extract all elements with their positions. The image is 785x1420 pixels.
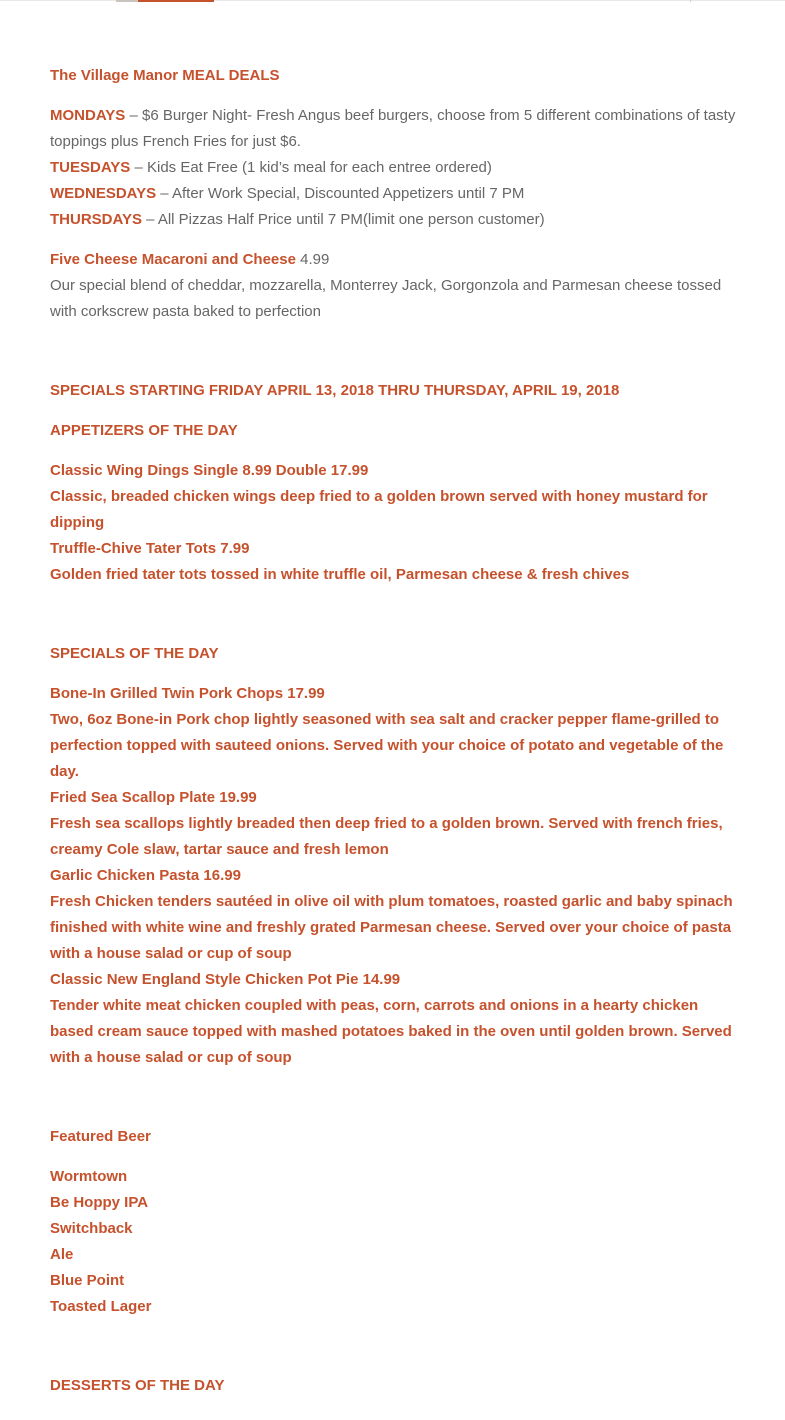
beer-item: Blue Point <box>50 1272 125 1289</box>
deal-text: – $6 Burger Night- Fresh Angus beef burgers, choose from 5 different combinations of tasty toppings plus French Fries for just $6. <box>50 107 736 150</box>
deal-day: MONDAYS <box>50 107 126 124</box>
beer-item: Switchback <box>50 1220 133 1237</box>
special-line: Fresh sea scallops lightly breaded then deep fried to a golden brown. Served with french fries, creamy Cole slaw, tartar sauce and fresh lemon <box>50 815 723 858</box>
deal-thursday <box>50 207 740 233</box>
page-content <box>50 63 740 1399</box>
beer-item: Be Hoppy IPA <box>50 1194 149 1211</box>
mac-title-line <box>50 247 740 273</box>
beer-list <box>50 1164 740 1320</box>
meal-deals-title: The Village Manor MEAL DEALS <box>50 67 280 84</box>
special-line: Fried Sea Scallop Plate 19.99 <box>50 789 257 806</box>
deal-text: – All Pizzas Half Price until 7 PM(limit one person customer) <box>141 211 545 228</box>
deal-text: – Kids Eat Free (1 kid’s meal for each entree ordered) <box>130 159 492 176</box>
appetizer-line: Truffle-Chive Tater Tots 7.99 <box>50 540 250 557</box>
beer-heading: Featured Beer <box>50 1128 151 1145</box>
deal-day: THURSDAYS <box>50 211 142 228</box>
appetizer-line: Golden fried tater tots tossed in white truffle oil, Parmesan cheese & fresh chives <box>50 566 630 583</box>
appetizers-heading: APPETIZERS OF THE DAY <box>50 422 238 439</box>
deal-wednesday <box>50 181 740 207</box>
beer-item: Ale <box>50 1246 74 1263</box>
deal-monday <box>50 103 740 155</box>
special-line: Classic New England Style Chicken Pot Pie 14.99 <box>50 971 401 988</box>
appetizer-line: Classic Wing Dings Single 8.99 Double 17.99 <box>50 462 369 479</box>
appetizer-line: Classic, breaded chicken wings deep fried to a golden brown served with honey mustard for dipping <box>50 488 708 531</box>
desserts-heading: DESSERTS OF THE DAY <box>50 1377 225 1394</box>
active-nav-indicator[interactable] <box>138 0 214 2</box>
mac-price: 4.99 <box>295 251 330 268</box>
beer-item: Wormtown <box>50 1168 128 1185</box>
special-line: Fresh Chicken tenders sautéed in olive oil with plum tomatoes, roasted garlic and baby spinach finished with white wine and freshly grated Parmesan cheese. Served over your choice of pasta with a house salad or cup of soup <box>50 893 733 962</box>
special-line: Two, 6oz Bone-in Pork chop lightly seasoned with sea salt and cracker pepper flame-grilled to perfection topped with sauteed onions. Served with your choice of potato and vegetable of the day. <box>50 711 724 780</box>
special-line: Garlic Chicken Pasta 16.99 <box>50 867 241 884</box>
mac-description: Our special blend of cheddar, mozzarella, Monterrey Jack, Gorgonzola and Parmesan cheese tossed with corkscrew pasta baked to perfection <box>50 277 722 320</box>
specials-date-heading: SPECIALS STARTING FRIDAY APRIL 13, 2018 THRU THURSDAY, APRIL 19, 2018 <box>50 382 620 399</box>
deal-day: WEDNESDAYS <box>50 185 157 202</box>
deal-day: TUESDAYS <box>50 159 131 176</box>
appetizers-list <box>50 458 740 588</box>
special-line: Tender white meat chicken coupled with peas, corn, carrots and onions in a hearty chicken based cream sauce topped with mashed potatoes baked in the oven until golden brown. Served with a house salad or cup of soup <box>50 997 732 1066</box>
logo-edge <box>116 0 138 2</box>
header-bar <box>0 0 785 2</box>
mac-name: Five Cheese Macaroni and Cheese <box>50 251 296 268</box>
deal-tuesday <box>50 155 740 181</box>
deal-text: – After Work Special, Discounted Appetizers until 7 PM <box>156 185 525 202</box>
specials-heading: SPECIALS OF THE DAY <box>50 645 219 662</box>
beer-item: Toasted Lager <box>50 1298 152 1315</box>
specials-list <box>50 681 740 1071</box>
special-line: Bone-In Grilled Twin Pork Chops 17.99 <box>50 685 325 702</box>
header-separator <box>690 0 691 2</box>
